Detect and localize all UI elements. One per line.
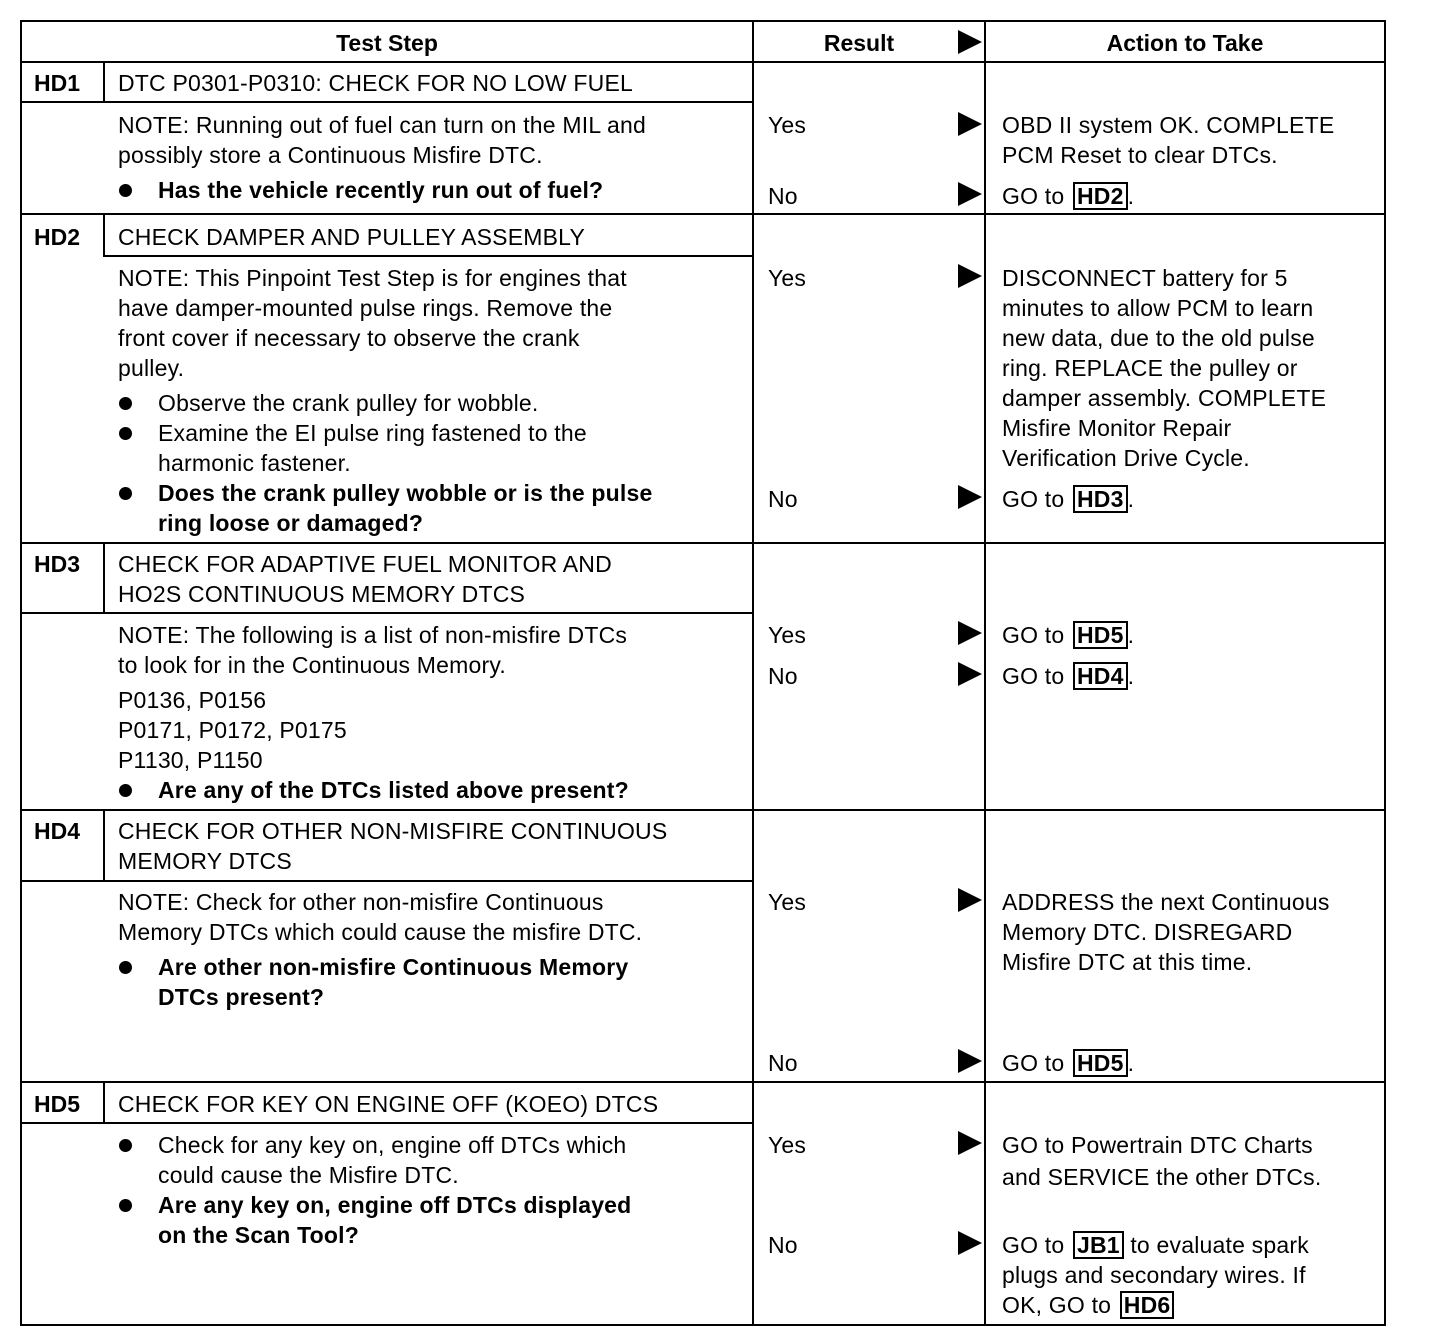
step-note: possibly store a Continuous Misfire DTC. (118, 142, 543, 168)
step-question: on the Scan Tool? (158, 1222, 360, 1248)
dtc-list-item: P1130, P1150 (118, 747, 263, 773)
action-text: GO to (1002, 183, 1065, 209)
action-yes: minutes to allow PCM to learn (1002, 295, 1314, 321)
action-text: GO to (1002, 486, 1065, 512)
step-id-divider (103, 542, 105, 614)
step-ref-link[interactable]: JB1 (1073, 1231, 1124, 1259)
step-note: Memory DTCs which could cause the misfire DTC. (118, 919, 643, 945)
action-text: GO to (1002, 622, 1065, 648)
action-yes: Misfire DTC at this time. (1002, 949, 1253, 975)
action-no (1002, 1230, 1309, 1260)
step-question: Are any key on, engine off DTCs displayed (158, 1192, 632, 1218)
result-no: No (768, 1232, 798, 1258)
table-border-left (20, 20, 22, 1326)
action-yes: PCM Reset to clear DTCs. (1002, 142, 1278, 168)
step-question: ring loose or damaged? (158, 510, 424, 536)
result-yes: Yes (768, 265, 807, 291)
result-yes: Yes (768, 889, 807, 915)
header-action: Action to Take (1106, 30, 1264, 56)
action-yes: Misfire Monitor Repair (1002, 415, 1232, 441)
step-title-divider (20, 612, 754, 614)
step-ref-link[interactable]: HD2 (1073, 182, 1128, 210)
table-border-right (1384, 20, 1386, 1326)
arrow-right-icon (958, 182, 982, 206)
step-title-divider (20, 1122, 754, 1124)
action-text: to evaluate spark (1130, 1232, 1309, 1258)
bullet-icon (119, 1139, 132, 1152)
section-divider (20, 809, 1386, 811)
step-ref-link[interactable]: HD3 (1073, 485, 1128, 513)
step-question: Has the vehicle recently run out of fuel? (158, 177, 604, 203)
result-no: No (768, 1050, 798, 1076)
step-id-divider (103, 213, 105, 257)
step-id: HD3 (34, 551, 81, 577)
arrow-right-icon (958, 1131, 982, 1155)
step-note: NOTE: The following is a list of non-misfire DTCs (118, 622, 628, 648)
step-note: to look for in the Continuous Memory. (118, 652, 506, 678)
step-bullet: Examine the EI pulse ring fastened to the (158, 420, 587, 446)
step-title: CHECK FOR OTHER NON-MISFIRE CONTINUOUS (118, 818, 668, 844)
arrow-right-icon (958, 264, 982, 288)
step-question: DTCs present? (158, 984, 325, 1010)
action-text: . (1127, 1050, 1135, 1076)
section-divider (20, 213, 1386, 215)
arrow-right-icon (958, 485, 982, 509)
action-yes: OBD II system OK. COMPLETE (1002, 112, 1335, 138)
bullet-icon (119, 427, 132, 440)
header-arrow-icon (958, 30, 982, 54)
arrow-right-icon (958, 888, 982, 912)
result-yes: Yes (768, 112, 807, 138)
action-text: . (1127, 183, 1135, 209)
table-border-top (20, 20, 1386, 22)
step-id: HD4 (34, 818, 81, 844)
bullet-icon (119, 784, 132, 797)
result-no: No (768, 486, 798, 512)
step-id-divider (103, 61, 105, 103)
action-no (1002, 181, 1134, 211)
step-title: HO2S CONTINUOUS MEMORY DTCS (118, 581, 526, 607)
action-text: . (1127, 663, 1135, 689)
step-bullet: Check for any key on, engine off DTCs which (158, 1132, 627, 1158)
step-id-divider (103, 1081, 105, 1124)
header-result: Result (823, 30, 895, 56)
step-question: Does the crank pulley wobble or is the pulse (158, 480, 653, 506)
action-text: . (1127, 622, 1135, 648)
step-question: Are any of the DTCs listed above present? (158, 777, 629, 803)
table-border-bottom (20, 1324, 1386, 1326)
step-question: Are other non-misfire Continuous Memory (158, 954, 629, 980)
step-title: DTC P0301-P0310: CHECK FOR NO LOW FUEL (118, 70, 634, 96)
action-yes: ADDRESS the next Continuous (1002, 889, 1330, 915)
action-yes: GO to Powertrain DTC Charts (1002, 1132, 1313, 1158)
action-no (1002, 1048, 1134, 1078)
action-text: GO to (1002, 1050, 1065, 1076)
bullet-icon (119, 1199, 132, 1212)
arrow-right-icon (958, 1231, 982, 1255)
arrow-right-icon (958, 112, 982, 136)
action-no (1002, 484, 1134, 514)
step-note: have damper-mounted pulse rings. Remove the (118, 295, 613, 321)
action-yes: ring. REPLACE the pulley or (1002, 355, 1298, 381)
arrow-right-icon (958, 621, 982, 645)
bullet-icon (119, 961, 132, 974)
header-divider (20, 61, 1386, 63)
action-yes: Verification Drive Cycle. (1002, 445, 1250, 471)
bullet-icon (119, 184, 132, 197)
header-test-step: Test Step (336, 30, 438, 56)
action-yes: and SERVICE the other DTCs. (1002, 1164, 1322, 1190)
step-title: CHECK DAMPER AND PULLEY ASSEMBLY (118, 224, 585, 250)
step-title: MEMORY DTCS (118, 848, 292, 874)
action-yes: new data, due to the old pulse (1002, 325, 1315, 351)
step-ref-link[interactable]: HD5 (1073, 1049, 1128, 1077)
step-id: HD5 (34, 1091, 81, 1117)
step-note: NOTE: This Pinpoint Test Step is for engines that (118, 265, 627, 291)
step-ref-link[interactable]: HD4 (1073, 662, 1128, 690)
result-no: No (768, 183, 798, 209)
action-no (1002, 661, 1134, 691)
step-title-divider (103, 255, 754, 257)
step-title-divider (20, 101, 754, 103)
arrow-right-icon (958, 1049, 982, 1073)
action-text: GO to (1002, 663, 1065, 689)
column-divider-action (984, 20, 986, 1326)
action-no: plugs and secondary wires. If (1002, 1262, 1306, 1288)
step-title: CHECK FOR KEY ON ENGINE OFF (KOEO) DTCS (118, 1091, 659, 1117)
bullet-icon (119, 487, 132, 500)
step-title-divider (20, 880, 754, 882)
dtc-list-item: P0136, P0156 (118, 687, 267, 713)
step-id: HD2 (34, 224, 81, 250)
step-ref-link[interactable]: HD5 (1073, 621, 1128, 649)
action-text: . (1127, 486, 1135, 512)
action-yes: DISCONNECT battery for 5 (1002, 265, 1288, 291)
bullet-icon (119, 397, 132, 410)
section-divider (20, 542, 1386, 544)
step-bullet: could cause the Misfire DTC. (158, 1162, 459, 1188)
section-divider (20, 1081, 1386, 1083)
action-yes (1002, 620, 1134, 650)
result-yes: Yes (768, 1132, 807, 1158)
action-yes: Memory DTC. DISREGARD (1002, 919, 1293, 945)
arrow-right-icon (958, 662, 982, 686)
result-no: No (768, 663, 798, 689)
column-divider-result (752, 20, 754, 1326)
step-ref-link[interactable]: HD6 (1120, 1291, 1175, 1319)
action-text: GO to (1002, 1232, 1065, 1258)
step-title: CHECK FOR ADAPTIVE FUEL MONITOR AND (118, 551, 612, 577)
step-bullet: harmonic fastener. (158, 450, 351, 476)
step-note: NOTE: Check for other non-misfire Continuous (118, 889, 604, 915)
step-note: NOTE: Running out of fuel can turn on the MIL and (118, 112, 647, 138)
step-bullet: Observe the crank pulley for wobble. (158, 390, 539, 416)
step-id: HD1 (34, 70, 81, 96)
step-id-divider (103, 809, 105, 882)
action-no (1002, 1290, 1174, 1320)
dtc-list-item: P0171, P0172, P0175 (118, 717, 347, 743)
step-note: front cover if necessary to observe the crank (118, 325, 580, 351)
action-text: OK, GO to (1002, 1292, 1112, 1318)
action-yes: damper assembly. COMPLETE (1002, 385, 1327, 411)
result-yes: Yes (768, 622, 807, 648)
step-note: pulley. (118, 355, 185, 381)
